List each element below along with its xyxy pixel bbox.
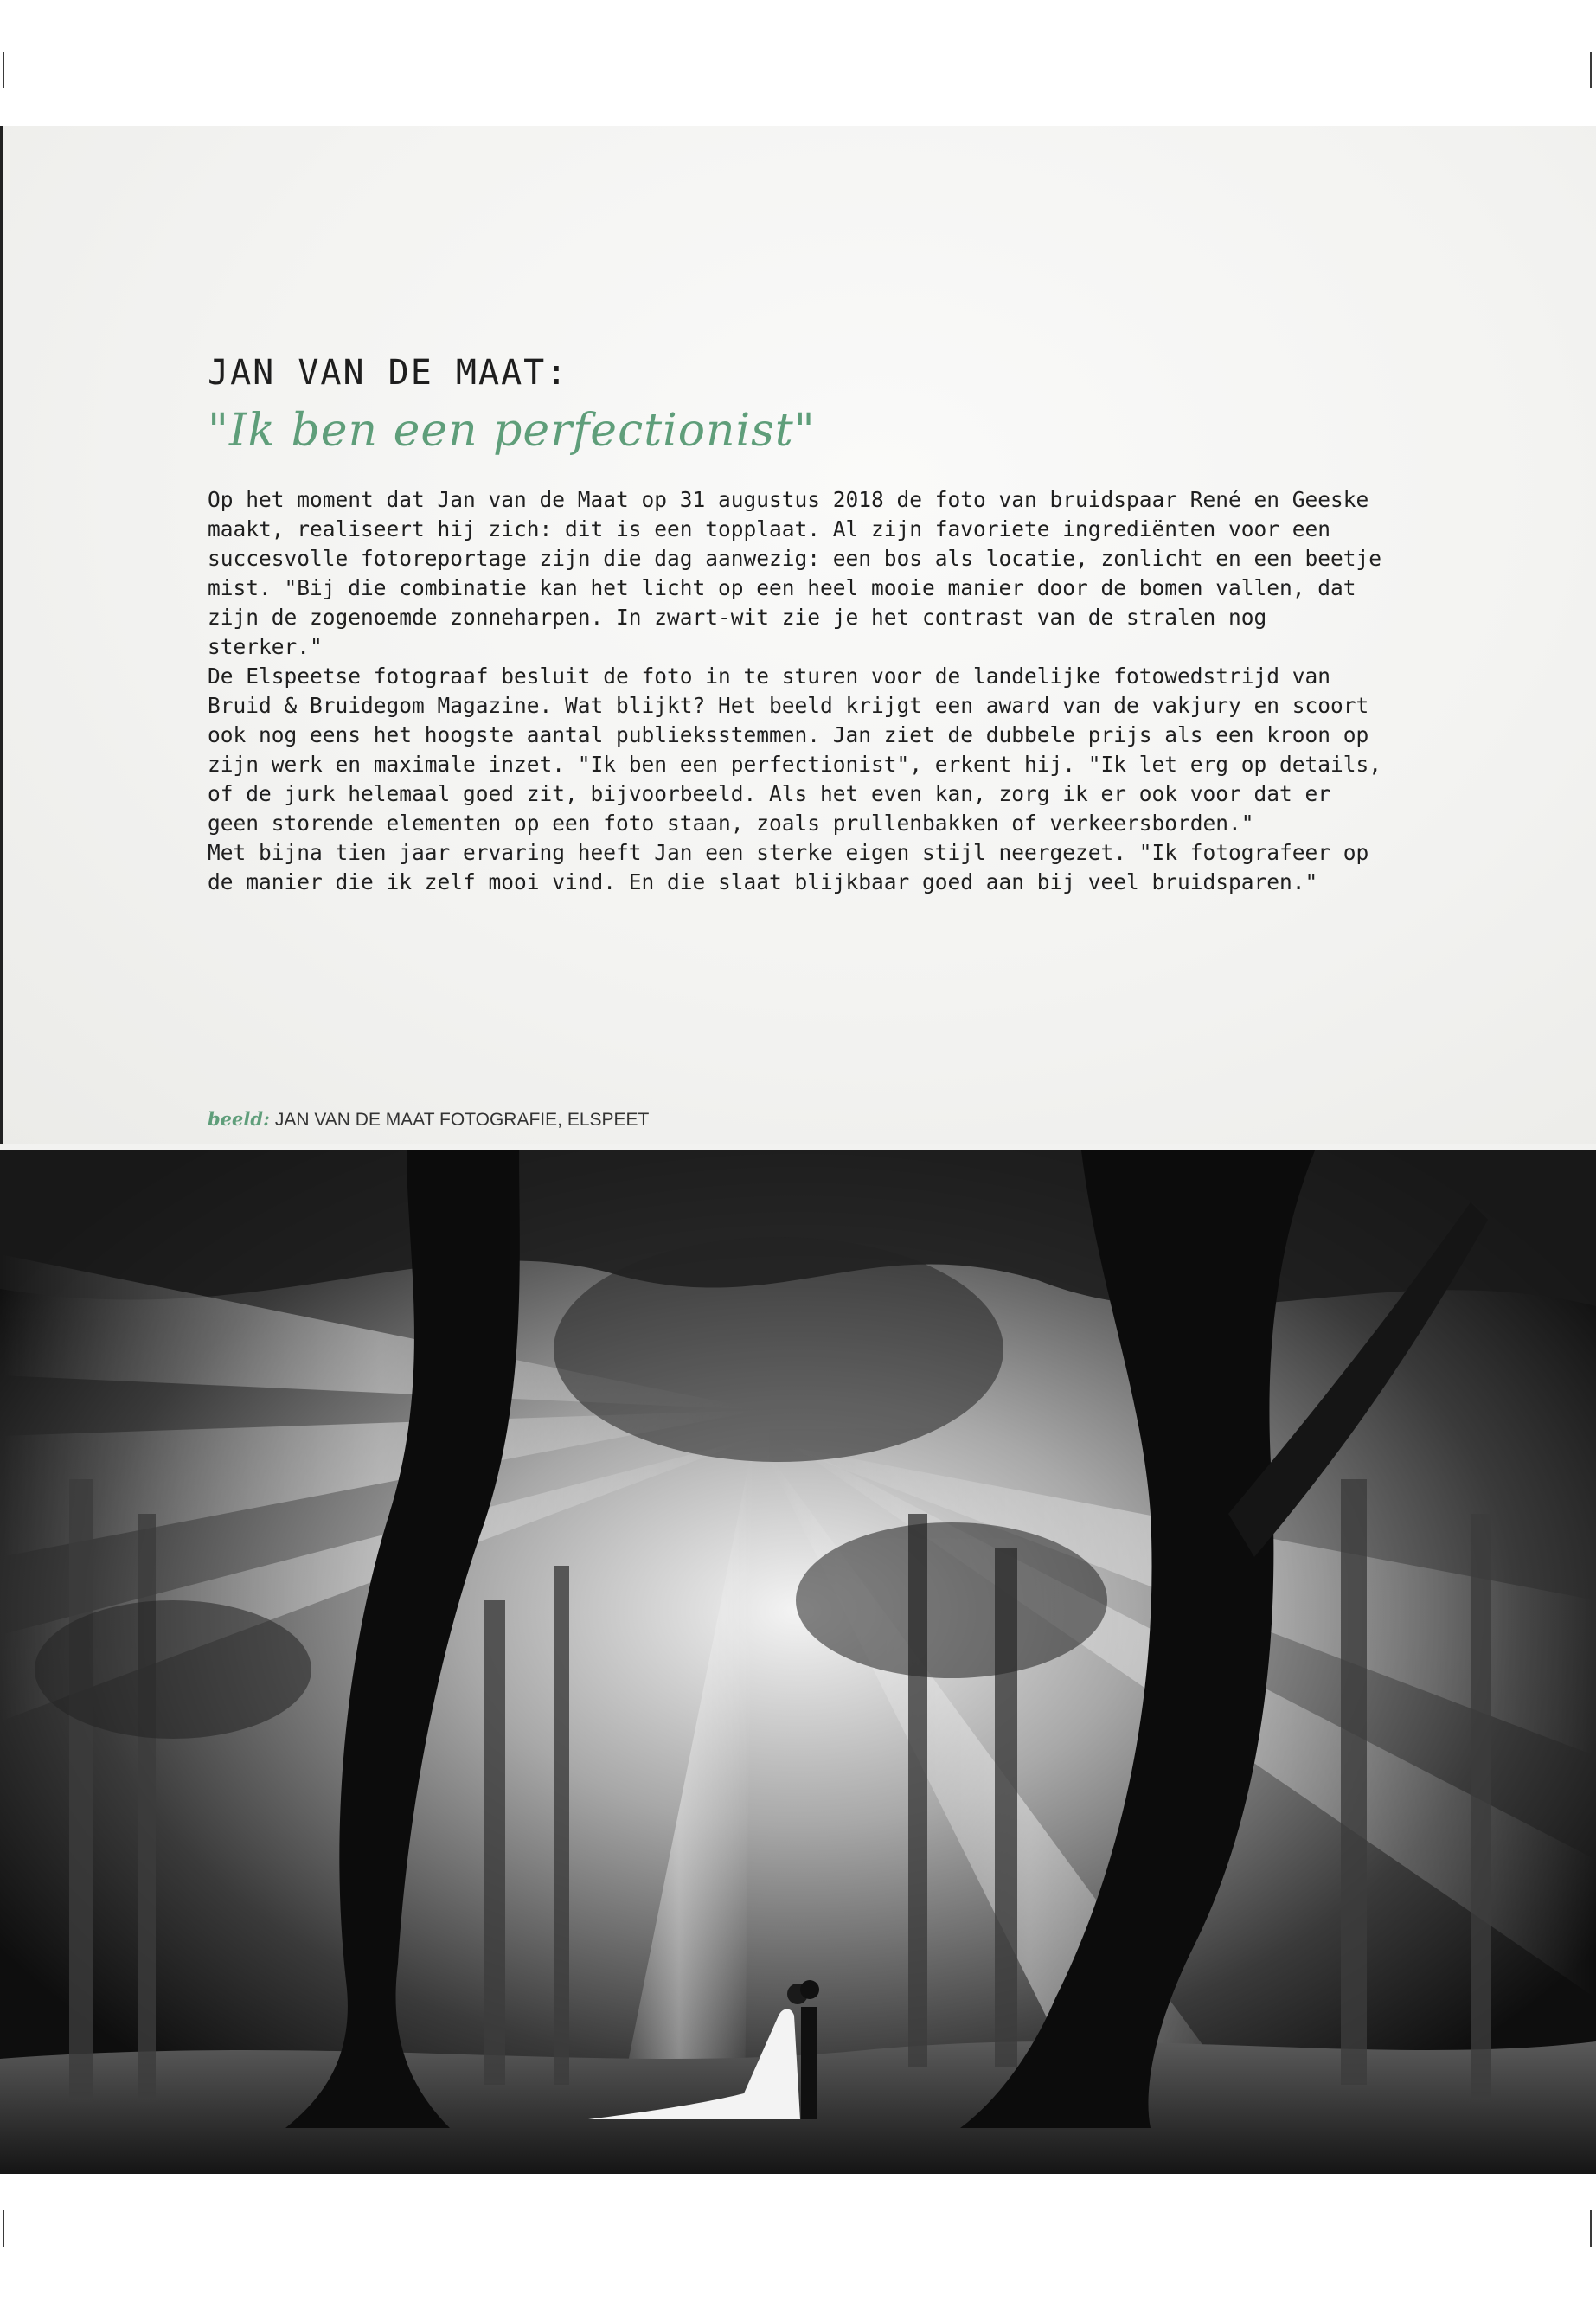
body-paragraph: Met bijna tien jaar ervaring heeft Jan een sterke eigen stijl neergezet. "Ik fotografeer op de manier die ik zelf mooi vind. En die slaat blijkbaar goed aan bij veel bruidsparen." (208, 840, 1369, 894)
photo-credit-label: beeld: (208, 1108, 270, 1130)
body-paragraph: De Elspeetse fotograaf besluit de foto in te sturen voor de landelijke fotowedstrijd van Bruid & Bruidegom Magazine. Wat blijkt? Het beeld krijgt een award van de vakjury en scoort ook nog eens het hoogste aantal publieksstemmen. Jan ziet de dubbele prijs als een kroon op zijn werk en maximale inzet. "Ik ben een perfectionist", erkent hij. "Ik let erg op details, of de jurk helemaal goed zit, bijvoorbeeld. Als het even kan, zorg ik er ook voor dat er geen storende elementen op een foto staan, zoals prullenbakken of verkeersborden." (208, 663, 1382, 836)
crop-mark-top-right (1590, 52, 1592, 88)
crop-mark-top-left (3, 52, 4, 88)
article-text-area (0, 126, 1596, 1149)
body-paragraph: Op het moment dat Jan van de Maat op 31 augustus 2018 de foto van bruidspaar René en Geeske maakt, realiseert hij zich: dit is een topplaat. Al zijn favoriete ingrediënten voor een succesvolle fotoreportage zijn die dag aanwezig: een bos als locatie, zonlicht en een beetje mist. "Bij die combinatie kan het licht op een heel mooie manier door de bomen vallen, dat zijn de zogenoemde zonneharpen. In zwart-wit zie je het contrast van de stralen nog sterker." (208, 487, 1382, 659)
photo-credit-value: JAN VAN DE MAAT FOTOGRAFIE, ELSPEET (274, 1110, 650, 1130)
article-headline: JAN VAN DE MAAT: (208, 353, 569, 393)
photo-credit (208, 1108, 649, 1131)
crop-mark-bottom-left (3, 2210, 4, 2247)
forest-wedding-photo (0, 1150, 1596, 2174)
crop-mark-bottom-right (1590, 2210, 1592, 2247)
article-body (208, 485, 1393, 897)
article-subheadline: "Ik ben een perfectionist" (208, 405, 816, 457)
